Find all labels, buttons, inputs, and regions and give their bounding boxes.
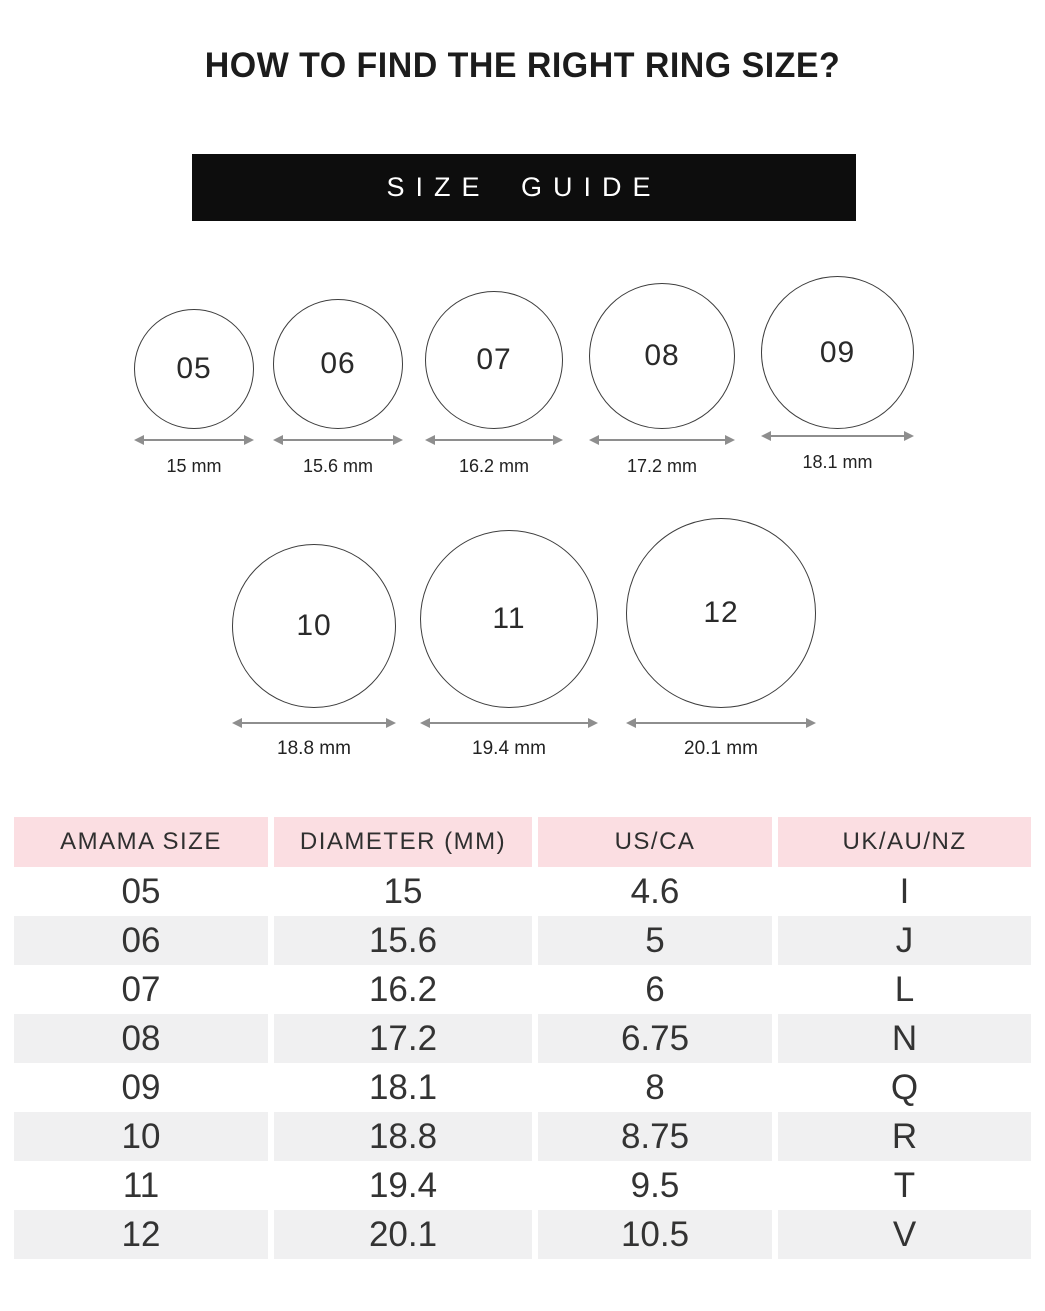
arrow-left-head-icon [589, 435, 599, 445]
column-header-diameter: DIAMETER (MM) [274, 817, 532, 867]
ring-size-number: 10 [296, 609, 332, 642]
arrow-left-head-icon [761, 431, 771, 441]
arrow-left-head-icon [273, 435, 283, 445]
ring-size-number: 06 [320, 347, 356, 380]
arrow-line [435, 439, 553, 441]
cell-uk-au-nz: R [778, 1112, 1031, 1161]
size-conversion-table [14, 817, 1031, 1259]
ring-circle-11 [420, 530, 598, 708]
table-row [14, 1063, 1031, 1112]
ring-circle-07 [425, 291, 563, 429]
cell-amama-size: 12 [14, 1210, 268, 1259]
cell-uk-au-nz: L [894, 969, 915, 1009]
arrow-left-head-icon [626, 718, 636, 728]
arrow-line [144, 439, 244, 441]
cell-amama-size: 07 [121, 969, 161, 1009]
diameter-label: 19.4 mm [472, 738, 546, 759]
diameter-arrow-icon [134, 434, 254, 446]
arrow-line [599, 439, 725, 441]
table-row [14, 965, 1031, 1014]
cell-uk-au-nz: V [778, 1210, 1031, 1259]
diameter-arrow-icon [626, 717, 816, 729]
table-row [14, 1161, 1031, 1210]
cell-uk-au-nz: Q [890, 1067, 919, 1107]
cell-diameter: 19.4 [368, 1165, 438, 1205]
cell-amama-size: 06 [14, 916, 268, 965]
arrow-left-head-icon [425, 435, 435, 445]
arrow-right-head-icon [553, 435, 563, 445]
diameter-label: 18.8 mm [277, 738, 351, 759]
ring-size-number: 09 [819, 335, 856, 369]
arrow-line [242, 722, 386, 724]
arrow-left-head-icon [232, 718, 242, 728]
ring-size-number: 08 [644, 339, 680, 372]
cell-us-ca: 4.6 [630, 871, 680, 911]
cell-amama-size: 05 [121, 871, 161, 911]
cell-uk-au-nz: N [778, 1014, 1031, 1063]
cell-us-ca: 6.75 [538, 1014, 772, 1063]
cell-diameter: 17.2 [274, 1014, 532, 1063]
ring-circle-09 [761, 276, 914, 429]
page-title: HOW TO FIND THE RIGHT RING SIZE? [204, 46, 841, 85]
cell-amama-size: 08 [14, 1014, 268, 1063]
ring-size-number: 12 [703, 596, 739, 629]
diameter-label: 17.2 mm [626, 456, 698, 476]
ring-size-number: 07 [476, 343, 512, 376]
diameter-arrow-icon [420, 717, 598, 729]
diameter-label: 15.6 mm [302, 456, 374, 476]
column-header-uk-au-nz: UK/AU/NZ [778, 817, 1031, 867]
cell-us-ca: 9.5 [630, 1165, 680, 1205]
arrow-right-head-icon [386, 718, 396, 728]
table-header-row [14, 817, 1031, 867]
arrow-line [283, 439, 393, 441]
column-header-amama-size: AMAMA SIZE [14, 817, 268, 867]
arrow-line [430, 722, 588, 724]
ring-circle-08 [589, 283, 735, 429]
ring-circle-05 [134, 309, 254, 429]
ring-circle-06 [273, 299, 403, 429]
arrow-left-head-icon [420, 718, 430, 728]
ring-size-number: 11 [492, 602, 526, 635]
cell-diameter: 15 [383, 871, 423, 911]
diameter-label: 15 mm [166, 456, 222, 476]
cell-us-ca: 6 [645, 969, 665, 1009]
arrow-right-head-icon [588, 718, 598, 728]
cell-diameter: 18.8 [274, 1112, 532, 1161]
table-row [14, 867, 1031, 916]
table-row [14, 1014, 1031, 1063]
cell-us-ca: 8 [645, 1067, 665, 1107]
cell-amama-size: 10 [14, 1112, 268, 1161]
cell-amama-size: 11 [122, 1165, 160, 1205]
diameter-arrow-icon [761, 430, 914, 442]
diameter-arrow-icon [232, 717, 396, 729]
diameter-arrow-icon [589, 434, 735, 446]
cell-uk-au-nz: J [778, 916, 1031, 965]
column-header-us-ca: US/CA [538, 817, 772, 867]
table-row [14, 1112, 1031, 1161]
cell-diameter: 20.1 [274, 1210, 532, 1259]
diameter-arrow-icon [425, 434, 563, 446]
ring-circle-10 [232, 544, 396, 708]
diameter-label: 18.1 mm [802, 452, 873, 472]
arrow-right-head-icon [393, 435, 403, 445]
arrow-right-head-icon [904, 431, 914, 441]
diameter-label: 20.1 mm [684, 738, 758, 759]
size-guide-banner [192, 154, 856, 221]
table-row [14, 916, 1031, 965]
arrow-line [636, 722, 806, 724]
cell-diameter: 15.6 [274, 916, 532, 965]
arrow-line [771, 435, 904, 437]
arrow-right-head-icon [806, 718, 816, 728]
arrow-right-head-icon [725, 435, 735, 445]
cell-us-ca: 10.5 [538, 1210, 772, 1259]
cell-diameter: 16.2 [368, 969, 438, 1009]
ring-size-number: 05 [176, 352, 212, 385]
cell-us-ca: 8.75 [538, 1112, 772, 1161]
ring-circle-12 [626, 518, 816, 708]
cell-uk-au-nz: T [893, 1165, 916, 1205]
diameter-arrow-icon [273, 434, 403, 446]
table-row [14, 1210, 1031, 1259]
cell-diameter: 18.1 [368, 1067, 438, 1107]
size-guide-banner-label: SIZE GUIDE [386, 172, 662, 202]
cell-uk-au-nz: I [899, 871, 910, 911]
cell-us-ca: 5 [538, 916, 772, 965]
cell-amama-size: 09 [121, 1067, 161, 1107]
diameter-label: 16.2 mm [458, 456, 530, 476]
arrow-left-head-icon [134, 435, 144, 445]
arrow-right-head-icon [244, 435, 254, 445]
